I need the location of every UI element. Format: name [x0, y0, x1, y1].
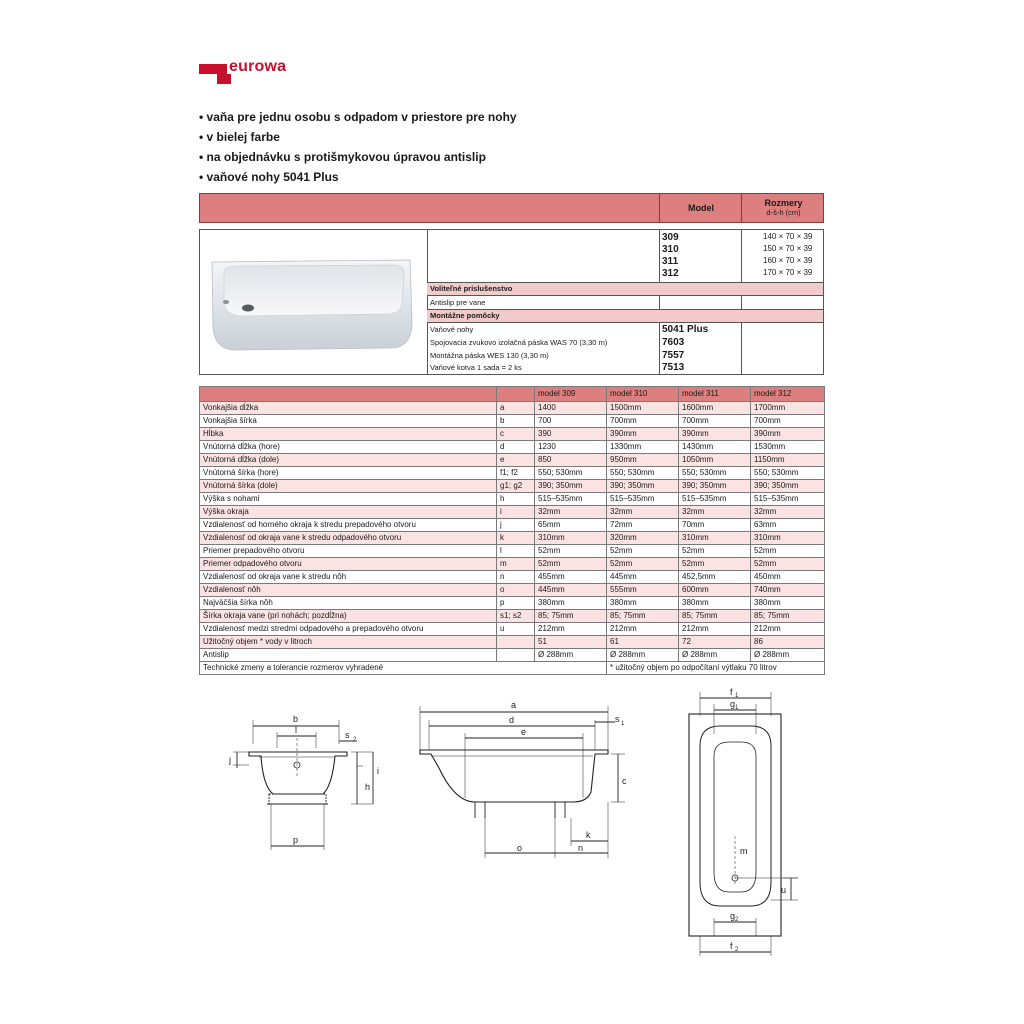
spec-row — [200, 454, 825, 467]
dim-label-g2: g — [730, 911, 736, 921]
spec-cell: Vzdialenosť od okraja vane k stredu nôh — [200, 571, 497, 584]
spec-cell: Vnútorná šírka (dole) — [200, 480, 497, 493]
model-dims: 170 × 70 × 39 — [763, 268, 813, 277]
spec-row — [200, 623, 825, 636]
spec-cell: 85; 75mm — [679, 610, 751, 623]
dim-label-o: o — [517, 843, 523, 853]
spec-cell: 212mm — [679, 623, 751, 636]
spec-cell — [497, 649, 535, 662]
spec-row — [200, 571, 825, 584]
brand-name: eurowa — [229, 58, 287, 75]
dim-label-s1: s — [615, 714, 620, 724]
spec-cell: 515–535mm — [535, 493, 607, 506]
spec-cell: n — [497, 571, 535, 584]
spec-cell: 52mm — [751, 545, 825, 558]
spec-cell: Vnútorná dĺžka (hore) — [200, 441, 497, 454]
spec-cell: 52mm — [679, 545, 751, 558]
spec-cell: 550; 530mm — [751, 467, 825, 480]
spec-cell: 310mm — [535, 532, 607, 545]
spec-cell: 212mm — [751, 623, 825, 636]
spec-footnote-row — [200, 662, 825, 675]
spec-cell: 390mm — [751, 428, 825, 441]
header-model: Model — [659, 194, 742, 222]
feature-item: • vaňové nohy 5041 Plus — [199, 170, 339, 184]
spec-cell: Výška s nohami — [200, 493, 497, 506]
mounting-label: Spojovacia zvukovo izolačná páska WAS 70 (3,30 m) — [430, 338, 608, 347]
dim-label-g1-sub: 1 — [735, 705, 739, 711]
spec-row — [200, 545, 825, 558]
footnote-left: Technické zmeny a tolerancie rozmerov vyhradené — [200, 662, 607, 675]
spec-cell: Vonkajšia dĺžka — [200, 402, 497, 415]
spec-cell: 86 — [751, 636, 825, 649]
spec-cell: m — [497, 558, 535, 571]
feature-list — [199, 109, 799, 189]
spec-cell: 63mm — [751, 519, 825, 532]
spec-cell: f1; f2 — [497, 467, 535, 480]
spec-cell: 61 — [607, 636, 679, 649]
spec-cell: 950mm — [607, 454, 679, 467]
mounting-section — [427, 310, 823, 322]
mounting-code: 7513 — [662, 362, 685, 373]
dim-label-k: k — [586, 830, 591, 840]
spec-cell: u — [497, 623, 535, 636]
top-view-drawing — [683, 686, 808, 964]
spec-cell: 1700mm — [751, 402, 825, 415]
spec-cell: 32mm — [607, 506, 679, 519]
bathtub-photo — [200, 230, 428, 374]
mounting-title: Montážne pomôcky — [430, 311, 500, 320]
spec-cell: 445mm — [535, 584, 607, 597]
spec-cell: Ø 288mm — [751, 649, 825, 662]
dim-label-g1: g — [730, 699, 736, 709]
accessories-section — [427, 283, 823, 295]
spec-row — [200, 519, 825, 532]
spec-cell: 450mm — [751, 571, 825, 584]
dim-label-n: n — [578, 843, 584, 853]
dim-label-f2-sub: 2 — [735, 947, 739, 953]
spec-header-cell: model 311 — [679, 387, 751, 402]
spec-cell: Priemer odpadového otvoru — [200, 558, 497, 571]
spec-cell: 550; 530mm — [679, 467, 751, 480]
spec-cell: 515–535mm — [751, 493, 825, 506]
spec-cell: k — [497, 532, 535, 545]
dim-label-j: j — [229, 755, 231, 765]
spec-cell: 1400 — [535, 402, 607, 415]
accessory-label: Antislip pre vane — [430, 298, 486, 307]
dim-label-e: e — [521, 727, 527, 737]
spec-row — [200, 493, 825, 506]
spec-cell: Vnútorná dĺžka (dole) — [200, 454, 497, 467]
spec-cell: Antislip — [200, 649, 497, 662]
mounting-label: Vaňové nohy — [430, 325, 474, 334]
spec-row — [200, 584, 825, 597]
mounting-code: 5041 Plus — [662, 324, 709, 335]
spec-cell: 85; 75mm — [535, 610, 607, 623]
spec-cell: 390; 350mm — [535, 480, 607, 493]
spec-cell: 390mm — [679, 428, 751, 441]
spec-header-cell — [200, 387, 497, 402]
dim-label-f2: f — [730, 941, 733, 951]
header-dimensions-title: Rozmery — [764, 198, 803, 208]
spec-cell: 380mm — [535, 597, 607, 610]
spec-table — [199, 386, 825, 675]
spec-cell: 1150mm — [751, 454, 825, 467]
spec-cell: 1330mm — [607, 441, 679, 454]
spec-cell: 445mm — [607, 571, 679, 584]
spec-cell: Vzdialenosť medzi stredmi odpadového a prepadového otvoru — [200, 623, 497, 636]
spec-cell: 72 — [679, 636, 751, 649]
spec-cell: 212mm — [607, 623, 679, 636]
spec-cell: 1530mm — [751, 441, 825, 454]
dim-label-m: m — [740, 846, 748, 856]
accessories-title: Voliteľné príslušenstvo — [430, 284, 513, 293]
spec-cell: 65mm — [535, 519, 607, 532]
spec-row — [200, 428, 825, 441]
model-code: 312 — [662, 268, 679, 279]
spec-cell: 1600mm — [679, 402, 751, 415]
spec-cell: g1; g2 — [497, 480, 535, 493]
dim-label-a: a — [511, 700, 517, 710]
spec-row — [200, 610, 825, 623]
spec-cell: 310mm — [751, 532, 825, 545]
spec-cell: Vzdialenosť od horného okraja k stredu prepadového otvoru — [200, 519, 497, 532]
spec-cell: 1430mm — [679, 441, 751, 454]
spec-row — [200, 532, 825, 545]
spec-cell: h — [497, 493, 535, 506]
dim-label-f1-sub: 1 — [735, 693, 739, 699]
spec-row — [200, 480, 825, 493]
spec-cell: 52mm — [607, 545, 679, 558]
spec-cell: Vzdialenosť nôh — [200, 584, 497, 597]
dim-label-i: i — [377, 766, 379, 776]
spec-cell: 390; 350mm — [607, 480, 679, 493]
spec-cell: 555mm — [607, 584, 679, 597]
model-table-right — [427, 230, 823, 374]
spec-cell: 550; 530mm — [607, 467, 679, 480]
mounting-code: 7603 — [662, 337, 685, 348]
spec-cell: 1050mm — [679, 454, 751, 467]
model-dims: 150 × 70 × 39 — [763, 244, 813, 253]
spec-cell: Vzdialenosť od okraja vane k stredu odpadového otvoru — [200, 532, 497, 545]
spec-cell: 32mm — [679, 506, 751, 519]
header-dimensions — [741, 194, 825, 222]
spec-cell: 52mm — [535, 545, 607, 558]
spec-row — [200, 441, 825, 454]
mounting-label: Vaňové kotva 1 sada = 2 ks — [430, 363, 522, 372]
spec-cell: 85; 75mm — [751, 610, 825, 623]
spec-cell: Priemer prepadového otvoru — [200, 545, 497, 558]
spec-cell: b — [497, 415, 535, 428]
front-view-drawing — [215, 708, 390, 858]
spec-row — [200, 558, 825, 571]
spec-cell: p — [497, 597, 535, 610]
spec-cell: 52mm — [679, 558, 751, 571]
spec-cell: o — [497, 584, 535, 597]
spec-header-cell: model 309 — [535, 387, 607, 402]
spec-cell: 70mm — [679, 519, 751, 532]
feature-item: • vaňa pre jednu osobu s odpadom v priestore pre nohy — [199, 110, 517, 124]
spec-row — [200, 636, 825, 649]
spec-cell: 212mm — [535, 623, 607, 636]
spec-cell: s1; s2 — [497, 610, 535, 623]
spec-cell: 700mm — [751, 415, 825, 428]
spec-cell: 700 — [535, 415, 607, 428]
spec-cell: 515–535mm — [607, 493, 679, 506]
spec-cell: Vonkajšia šírka — [200, 415, 497, 428]
spec-cell: 700mm — [679, 415, 751, 428]
bathtub-image — [200, 230, 427, 374]
model-table — [199, 229, 824, 375]
spec-cell: 740mm — [751, 584, 825, 597]
dim-label-s2-sub: 2 — [353, 737, 357, 743]
mounting-label: Montážna páska WES 130 (3,30 m) — [430, 351, 549, 360]
spec-cell: 32mm — [535, 506, 607, 519]
spec-cell: Najväčšia šírka nôh — [200, 597, 497, 610]
feature-item: • v bielej farbe — [199, 130, 280, 144]
spec-header-cell: model 312 — [751, 387, 825, 402]
spec-cell: Ø 288mm — [535, 649, 607, 662]
spec-cell: 51 — [535, 636, 607, 649]
dim-label-d: d — [509, 715, 515, 725]
spec-cell: 390 — [535, 428, 607, 441]
spec-cell: 52mm — [535, 558, 607, 571]
spec-row — [200, 506, 825, 519]
spec-row — [200, 649, 825, 662]
spec-cell: Užitočný objem * vody v litroch — [200, 636, 497, 649]
dim-label-l: l — [295, 725, 297, 735]
spec-cell: a — [497, 402, 535, 415]
dim-label-s1-sub: 1 — [621, 721, 625, 727]
spec-cell: 72mm — [607, 519, 679, 532]
spec-cell: 310mm — [679, 532, 751, 545]
spec-cell: Hĺbka — [200, 428, 497, 441]
spec-cell: 52mm — [607, 558, 679, 571]
mounting-code: 7557 — [662, 350, 685, 361]
dim-label-h: h — [365, 782, 371, 792]
dim-label-c: c — [622, 776, 627, 786]
model-dims: 160 × 70 × 39 — [763, 256, 813, 265]
spec-cell: l — [497, 545, 535, 558]
dim-label-s2: s — [345, 730, 350, 740]
spec-cell: Vnútorná šírka (hore) — [200, 467, 497, 480]
dim-label-g2-sub: 2 — [735, 917, 739, 923]
spec-header-row — [200, 387, 825, 402]
model-code: 310 — [662, 244, 679, 255]
spec-row — [200, 415, 825, 428]
spec-cell: Ø 288mm — [607, 649, 679, 662]
model-code: 309 — [662, 232, 679, 243]
spec-cell: 390; 350mm — [751, 480, 825, 493]
brand-logo — [199, 58, 309, 88]
spec-cell: 390mm — [607, 428, 679, 441]
spec-cell: 85; 75mm — [607, 610, 679, 623]
spec-cell: 550; 530mm — [535, 467, 607, 480]
spec-row — [200, 467, 825, 480]
spec-cell: 600mm — [679, 584, 751, 597]
spec-cell: Šírka okraja vane (pri nohách; pozdĺžna) — [200, 610, 497, 623]
spec-cell: i — [497, 506, 535, 519]
spec-header-cell: model 310 — [607, 387, 679, 402]
spec-row — [200, 402, 825, 415]
spec-cell — [497, 636, 535, 649]
spec-cell: 455mm — [535, 571, 607, 584]
dim-label-b: b — [293, 714, 299, 724]
feature-item: • na objednávku s protišmykovou úpravou antislip — [199, 150, 486, 164]
model-table-header — [199, 193, 824, 223]
spec-cell: Výška okraja — [200, 506, 497, 519]
side-view-drawing — [415, 698, 630, 863]
spec-cell: 515–535mm — [679, 493, 751, 506]
footnote-right: * užitočný objem po odpočítaní výtlaku 70 litrov — [607, 662, 825, 675]
spec-cell: 390; 350mm — [679, 480, 751, 493]
dim-label-p: p — [293, 835, 299, 845]
spec-cell: e — [497, 454, 535, 467]
spec-cell: 700mm — [607, 415, 679, 428]
spec-cell: 380mm — [607, 597, 679, 610]
spec-cell: 52mm — [751, 558, 825, 571]
spec-header-cell — [497, 387, 535, 402]
spec-cell: c — [497, 428, 535, 441]
spec-cell: 452,5mm — [679, 571, 751, 584]
spec-cell: 1230 — [535, 441, 607, 454]
header-dimensions-unit: d-š-h (cm) — [766, 208, 801, 217]
spec-cell: 1500mm — [607, 402, 679, 415]
model-dims: 140 × 70 × 39 — [763, 232, 813, 241]
dim-label-u: u — [781, 885, 787, 895]
spec-cell: j — [497, 519, 535, 532]
spec-cell: 32mm — [751, 506, 825, 519]
spec-cell: 320mm — [607, 532, 679, 545]
spec-row — [200, 597, 825, 610]
spec-cell: Ø 288mm — [679, 649, 751, 662]
spec-cell: 380mm — [679, 597, 751, 610]
spec-cell: d — [497, 441, 535, 454]
spec-cell: 380mm — [751, 597, 825, 610]
dim-label-f1: f — [730, 687, 733, 697]
spec-cell: 850 — [535, 454, 607, 467]
model-code: 311 — [662, 256, 679, 267]
